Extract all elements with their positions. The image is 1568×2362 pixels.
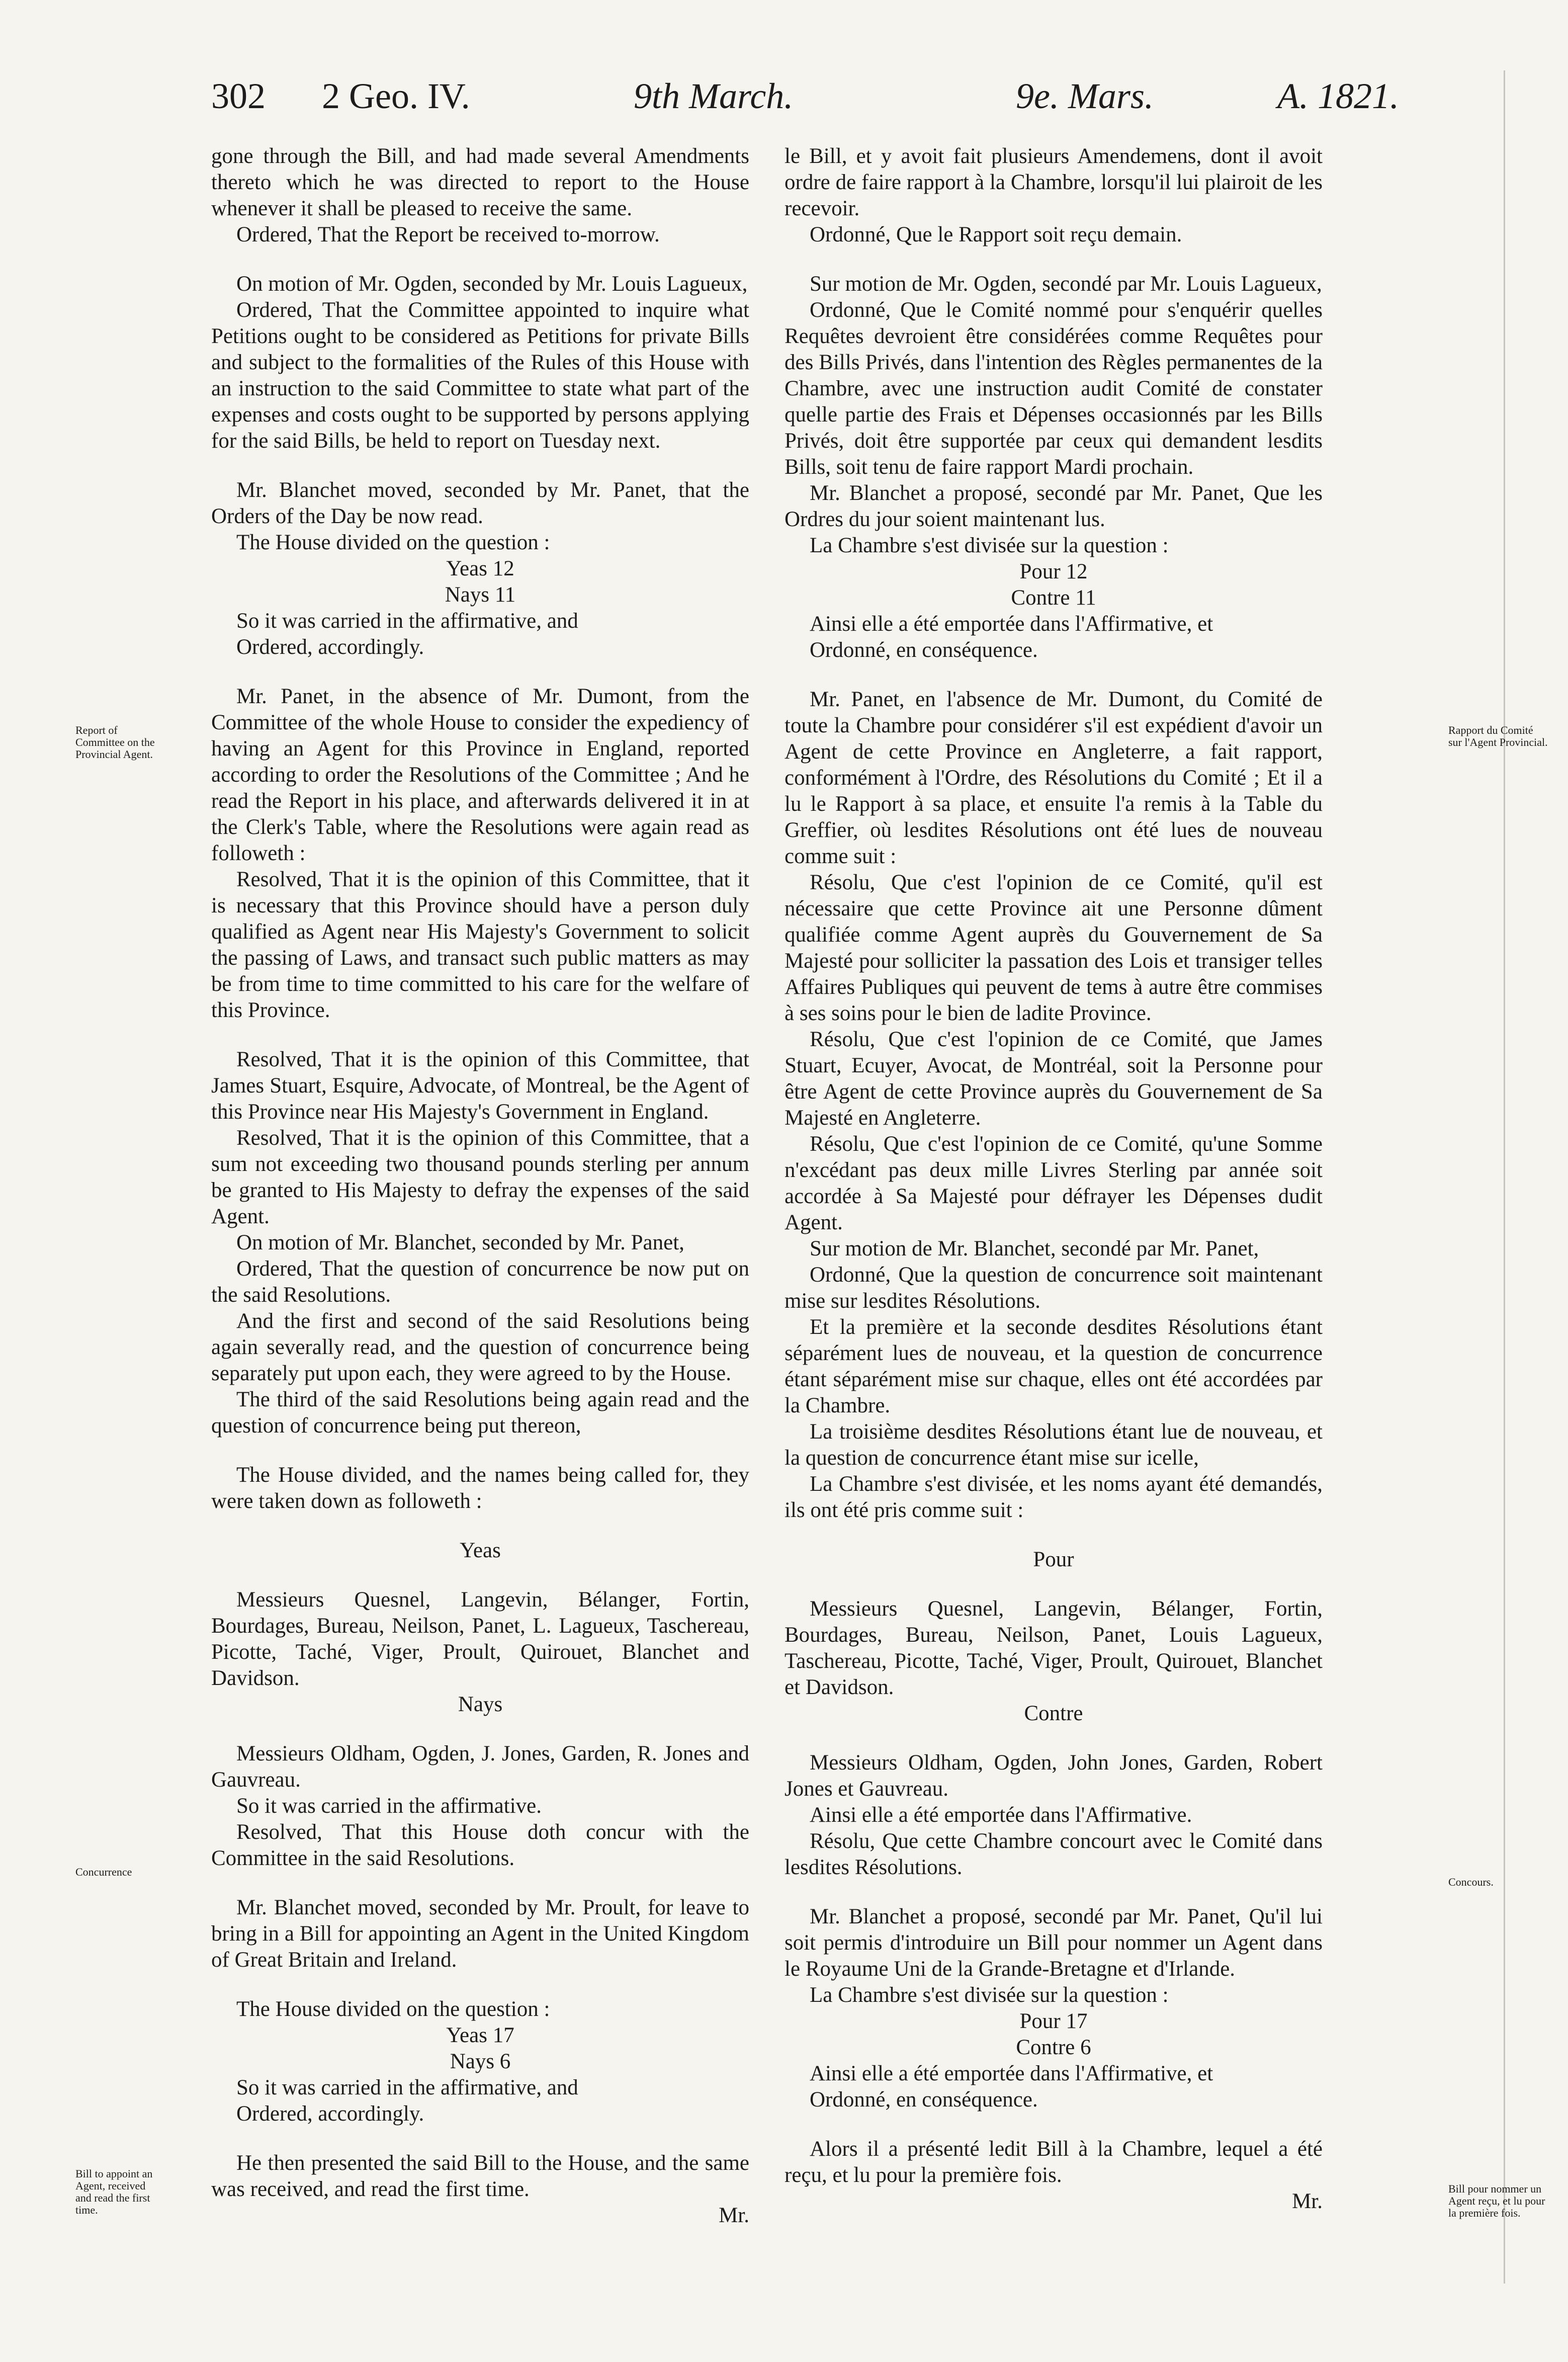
paragraph: Ainsi elle a été emportée dans l'Affirmative, et [810,612,1213,636]
vote-pour: Pour 12 [1019,560,1088,583]
paragraph: Sur motion de Mr. Blanchet, secondé par Mr. Panet, [810,1237,1259,1260]
french-column [785,143,1323,2215]
paragraph: Résolu, Que c'est l'opinion de ce Comité, qu'il est nécessaire que cette Province ait une Personne dûment qualifiée comme Agent auprès du Gouvernement de Sa Majesté pour solliciter la passation des Lois et transiger telles Affaires Publiques qui peuvent de tems à autre être commises à ses soins pour le bien de ladite Province. [785,871,1323,1025]
pour-heading: Pour [1033,1548,1074,1571]
paragraph: Résolu, Que c'est l'opinion de ce Comité, qu'une Somme n'excédant pas deux mille Livres Sterling par année soit accordée à Sa Majesté pour défrayer les Dépenses dudit Agent. [785,1132,1323,1234]
yeas-heading: Yeas [460,1539,501,1562]
paragraph: And the first and second of the said Resolutions being again severally read, and the question of concurrence being separately put upon each, they were agreed to by the House. [211,1309,749,1385]
paragraph: Ainsi elle a été emportée dans l'Affirmative. [810,1803,1192,1827]
regnal-year: 2 Geo. IV. [322,76,470,116]
paragraph: Mr. Panet, in the absence of Mr. Dumont, from the Committee of the whole House to consider the expediency of having an Agent for this Province in England, reported according to order the Resolutions of the Committee ; And he read the Report in his place, and afterwards delivered it in at the Clerk's Table, where the Resolutions were again read as followeth : [211,685,749,865]
paragraph: So it was carried in the affirmative. [236,1794,542,1818]
vote-nays: Nays 11 [445,583,516,607]
margin-note-bill-en: Bill to appoint an Agent, received and read the first time. [75,2167,153,2216]
contre-heading: Contre [1024,1702,1083,1725]
paragraph: La Chambre s'est divisée sur la question : [810,1983,1169,2007]
paragraph: Resolved, That it is the opinion of this Committee, that a sum not exceeding two thousand pounds sterling per annum be granted to His Majesty to defray the expenses of the said Agent. [211,1126,749,1228]
margin-note-bill-fr: Bill pour nommer un Agent reçu, et lu pour la première fois. [1448,2182,1545,2219]
paragraph: La troisième desdites Résolutions étant lue de nouveau, et la question de concurrence étant mise sur icelle, [785,1420,1323,1470]
margin-note-concurrence-en: Concurrence [75,1866,132,1878]
paragraph: Resolved, That it is the opinion of this Committee, that James Stuart, Esquire, Advocate, of Montreal, be the Agent of this Province near His Majesty's Government in England. [211,1048,749,1124]
vote-pour: Pour 17 [1019,2009,1088,2033]
paragraph: Ordered, That the Report be received to-morrow. [236,223,660,246]
paragraph: La Chambre s'est divisée sur la question : [810,534,1169,557]
page-header [211,75,1509,141]
date-english: 9th March. [634,76,794,116]
paragraph: Ordered, That the question of concurrence be now put on the said Resolutions. [211,1257,749,1307]
nays-heading: Nays [458,1693,503,1716]
paragraph: Résolu, Que c'est l'opinion de ce Comité, que James Stuart, Ecuyer, Avocat, de Montréal, soit la Personne pour être Agent de cette Province auprès du Gouvernement de Sa Majesté en Angleterre. [785,1028,1323,1130]
catchword: Mr. [1292,2189,1323,2213]
vote-nays: Nays 6 [450,2050,511,2073]
paragraph: Mr. Blanchet a proposé, secondé par Mr. Panet, Qu'il lui soit permis d'introduire un Bill pour nommer un Agent dans le Royaume Uni de la Grande-Bretagne et d'Irlande. [785,1905,1323,1981]
paragraph: On motion of Mr. Blanchet, seconded by Mr. Panet, [236,1231,684,1254]
vote-yeas: Yeas 12 [446,557,514,580]
paragraph: Ordonné, en conséquence. [810,638,1038,662]
binding-rule [1504,70,1505,2284]
paragraph: The House divided on the question : [236,531,550,554]
paragraph: Résolu, Que cette Chambre concourt avec le Comité dans lesdites Résolutions. [785,1829,1323,1879]
date-french: 9e. Mars. [1016,76,1154,116]
paragraph: La Chambre s'est divisée, et les noms ayant été demandés, ils ont été pris comme suit : [785,1472,1323,1522]
paragraph: Resolved, That this House doth concur with the Committee in the said Resolutions. [211,1820,749,1870]
margin-note-report-fr: Rapport du Comité sur l'Agent Provincial. [1448,724,1548,748]
paragraph: Mr. Blanchet moved, seconded by Mr. Panet, that the Orders of the Day be now read. [211,478,749,528]
pour-names: Messieurs Quesnel, Langevin, Bélanger, Fortin, Bourdages, Bureau, Neilson, Panet, Louis Lagueux, Taschereau, Picotte, Taché, Viger, Proult, Quirouet, Blanchet et Davidson. [785,1597,1323,1699]
paragraph: The House divided on the question : [236,1997,550,2021]
paragraph: gone through the Bill, and had made several Amendments thereto which he was directed to report to the House whenever it shall be pleased to receive the same. [211,144,749,220]
paragraph: le Bill, et y avoit fait plusieurs Amendemens, dont il avoit ordre de faire rapport à la Chambre, lorsqu'il lui plairoit de les recevoir. [785,144,1323,220]
paragraph: Ordonné, Que le Rapport soit reçu demain. [810,223,1182,246]
paragraph: Ordonné, en conséquence. [810,2088,1038,2112]
paragraph: Alors il a présenté ledit Bill à la Chambre, lequel a été reçu, et lu pour la première fois. [785,2137,1323,2187]
paragraph: Ordered, accordingly. [236,635,424,659]
paragraph: He then presented the said Bill to the House, and the same was received, and read the first time. [211,2151,749,2201]
paragraph: Et la première et la seconde desdites Résolutions étant séparément lues de nouveau, et la question de concurrence étant séparément mise sur chaque, elles ont été accordées par la Chambre. [785,1315,1323,1417]
paragraph: Ordered, accordingly. [236,2102,424,2126]
paragraph: On motion of Mr. Ogden, seconded by Mr. Louis Lagueux, [236,272,748,296]
paragraph: Mr. Blanchet a proposé, secondé par Mr. Panet, Que les Ordres du jour soient maintenant lus. [785,481,1323,531]
year: A. 1821. [1277,76,1399,116]
paragraph: So it was carried in the affirmative, and [236,2076,578,2099]
paragraph: Ainsi elle a été emportée dans l'Affirmative, et [810,2062,1213,2085]
vote-contre: Contre 11 [1011,586,1096,610]
yeas-names: Messieurs Quesnel, Langevin, Bélanger, Fortin, Bourdages, Bureau, Neilson, Panet, L. Lagueux, Taschereau, Picotte, Taché, Viger, Proult, Quirouet, Blanchet and Davidson. [211,1588,749,1690]
paragraph: Mr. Blanchet moved, seconded by Mr. Proult, for leave to bring in a Bill for appointing an Agent in the United Kingdom of Great Britain and Ireland. [211,1896,749,1972]
vote-yeas: Yeas 17 [446,2023,514,2047]
paragraph: Sur motion de Mr. Ogden, secondé par Mr. Louis Lagueux, [810,272,1322,296]
paragraph: The third of the said Resolutions being again read and the question of concurrence being put thereon, [211,1388,749,1438]
vote-contre: Contre 6 [1016,2036,1091,2059]
paragraph: The House divided, and the names being called for, they were taken down as followeth : [211,1463,749,1513]
paragraph: Mr. Panet, en l'absence de Mr. Dumont, du Comité de toute la Chambre pour considérer s'il est expédient d'avoir un Agent de cette Province en Angleterre, a fait rapport, conformément à l'Ordre, des Résolutions du Comité ; Et il a lu le Rapport à sa place, et ensuite l'a remis à la Table du Greffier, où lesdites Résolutions ont été lues de nouveau comme suit : [785,688,1323,868]
nays-names: Messieurs Oldham, Ogden, J. Jones, Garden, R. Jones and Gauvreau. [211,1742,749,1792]
paragraph: Resolved, That it is the opinion of this Committee, that it is necessary that this Province should have a person duly qualified as Agent near His Majesty's Government to solicit the passing of Laws, and transact such public matters as may be from time to time committed to his care for the welfare of this Province. [211,868,749,1022]
paragraph: Ordered, That the Committee appointed to inquire what Petitions ought to be considered as Petitions for private Bills and subject to the formalities of the Rules of this House with an instruction to the said Committee to state what part of the expenses and costs ought to be supported by persons applying for the said Bills, be held to report on Tuesday next. [211,298,749,453]
paragraph: So it was carried in the affirmative, and [236,609,578,633]
paragraph: Ordonné, Que le Comité nommé pour s'enquérir quelles Requêtes devroient être considérées comme Requêtes pour des Bills Privés, dans l'intention des Règles permanentes de la Chambre, avec une instruction audit Comité de constater quelle partie des Frais et Dépenses occasionnés par les Bills Privés, doit être supportée par ceux qui demandent lesdits Bills, soit tenu de faire rapport Mardi prochain. [785,298,1323,479]
catchword: Mr. [719,2204,749,2227]
margin-note-concurrence-fr: Concours. [1448,1876,1494,1888]
english-column [211,143,749,2229]
paragraph: Ordonné, Que la question de concurrence soit maintenant mise sur lesdites Résolutions. [785,1263,1323,1313]
contre-names: Messieurs Oldham, Ogden, John Jones, Garden, Robert Jones et Gauvreau. [785,1751,1323,1801]
page-number: 302 [211,76,266,116]
margin-note-report-en: Report of Committee on the Provincial Agent. [75,724,155,761]
